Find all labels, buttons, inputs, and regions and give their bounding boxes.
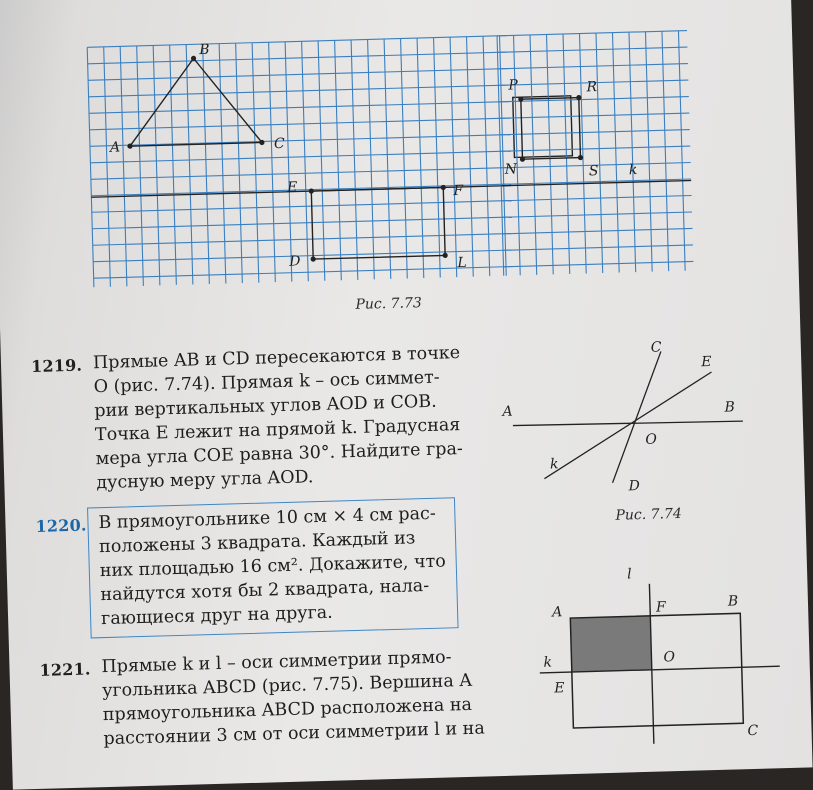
rectangle-efld	[311, 187, 445, 259]
grid-line	[252, 43, 259, 283]
grid-line	[502, 195, 692, 200]
grid-line	[351, 40, 358, 280]
problem-1219-text	[93, 341, 464, 495]
label-b-7-75: B	[727, 593, 739, 610]
problem-1219-line: Точка E лежит на прямой k. Градусная	[94, 415, 461, 446]
grid-line	[678, 31, 685, 271]
grid-line	[203, 44, 210, 284]
label-k-7-74: k	[549, 456, 559, 473]
grid-line	[93, 234, 513, 246]
grid-line	[120, 46, 127, 286]
figure-7-73-grid-right	[497, 31, 694, 276]
caption-7-74: Рис. 7.74	[615, 505, 683, 524]
grid-line	[450, 37, 457, 277]
grid-line	[497, 31, 687, 36]
grid-line	[503, 261, 693, 266]
grid-line	[596, 33, 603, 273]
problem-1220-line: них площадью 16 см². Докажите, что	[99, 551, 447, 582]
grid-line	[89, 102, 509, 114]
label-p: P	[508, 77, 519, 94]
grid-line	[530, 35, 537, 275]
line-ab	[513, 419, 743, 427]
label-e-7-75: E	[554, 680, 565, 697]
grid-line	[335, 40, 342, 280]
grid-line	[88, 69, 508, 81]
label-l-7-75: l	[626, 566, 632, 583]
grid-line	[91, 168, 511, 180]
grid-line	[236, 43, 243, 283]
label-n: N	[504, 161, 518, 178]
label-f-7-75: F	[655, 599, 667, 616]
line-k	[542, 372, 715, 479]
point-s	[578, 155, 583, 160]
grid-line	[153, 45, 160, 285]
label-o-7-75: O	[663, 649, 676, 666]
grid-line	[94, 266, 514, 278]
grid-line	[90, 135, 510, 147]
label-c-7-74: C	[650, 339, 662, 356]
problem-1219-line: мера угла COE равна 30°. Найдите гра-	[95, 438, 464, 470]
problem-1221-line: прямоугольника ABCD расположена на	[102, 694, 473, 726]
grid-line	[483, 36, 490, 276]
label-s: S	[588, 163, 599, 180]
grid-line	[547, 34, 554, 274]
grid-line	[92, 201, 512, 213]
problem-1219-line: рии вертикальных углов AOD и COB.	[94, 391, 437, 422]
grid-line	[502, 212, 692, 217]
label-a-7-74: A	[502, 403, 513, 420]
problem-1220-line: положены 3 квадрата. Каждый из	[98, 528, 416, 558]
grid-line	[318, 41, 325, 281]
grid-line	[629, 32, 636, 272]
figure-7-73-grid	[87, 36, 514, 288]
grid-line	[514, 35, 521, 275]
label-b: B	[199, 41, 210, 59]
problem-1221-text	[101, 645, 485, 752]
shaded-quarter	[570, 616, 651, 672]
problem-1219-number: 1219.	[30, 355, 83, 377]
grid-line	[497, 47, 687, 52]
grid-line	[499, 113, 689, 118]
problem-1220-number: 1220.	[35, 515, 87, 536]
label-f: F	[453, 182, 464, 200]
grid-line	[498, 64, 688, 69]
point-l	[442, 253, 447, 258]
grid-line	[503, 245, 693, 250]
grid-line	[269, 42, 276, 282]
label-d: D	[289, 253, 301, 270]
problem-1220-line: найдутся хотя бы 2 квадрата, нала-	[100, 575, 430, 606]
label-e: E	[286, 179, 298, 196]
problem-1220-box	[87, 497, 459, 638]
grid-line	[563, 34, 570, 274]
figure-7-75	[537, 560, 782, 747]
problem-1219-line: Прямые AB и CD пересекаются в точке	[92, 343, 461, 374]
figure-7-74	[501, 339, 745, 506]
grid-line	[500, 146, 690, 151]
problem-1221-number: 1221.	[39, 659, 91, 680]
label-a-7-75: A	[551, 604, 563, 621]
problem-1220-line: гающиеся друг на друга.	[100, 602, 333, 630]
line-cd	[609, 351, 665, 482]
label-e-7-74: E	[701, 354, 712, 371]
grid-line	[417, 38, 424, 278]
problem-1219-line: O (рис. 7.74). Прямая k – ось симмет-	[93, 367, 440, 398]
grid-line	[87, 36, 507, 48]
triangle-abc	[128, 57, 262, 147]
label-k-7-75: k	[543, 654, 553, 671]
grid-line	[90, 151, 510, 163]
label-l: L	[457, 254, 467, 272]
grid-line	[93, 250, 513, 262]
grid-line	[612, 33, 619, 273]
label-a: A	[109, 139, 121, 156]
label-o-7-74: O	[645, 431, 658, 448]
grid-line	[401, 39, 408, 279]
grid-line	[434, 38, 441, 278]
line-k-figure-7-73	[91, 186, 511, 198]
caption-7-73: Рис. 7.73	[355, 295, 423, 313]
label-c: C	[273, 135, 285, 153]
problem-1221-line: угольника ABCD (рис. 7.75). Вершина A	[101, 670, 473, 702]
grid-line	[285, 42, 292, 282]
grid-line	[467, 37, 474, 277]
grid-line	[368, 39, 375, 279]
grid-line	[302, 41, 309, 281]
grid-line	[662, 31, 669, 271]
point-d	[311, 256, 316, 261]
label-c-7-75: C	[747, 722, 759, 740]
label-k: k	[628, 162, 638, 179]
problem-1220-line: В прямоугольнике 10 см × 4 см рас-	[98, 503, 437, 534]
grid-line	[170, 45, 177, 285]
grid-line	[89, 85, 509, 97]
grid-line	[87, 47, 94, 287]
problem-1221-line: Прямые k и l – оси симметрии прямо-	[101, 647, 452, 678]
grid-line	[91, 184, 511, 196]
grid-line	[90, 118, 510, 130]
label-d-7-74: D	[628, 478, 641, 495]
grid-line	[645, 32, 652, 272]
figure-7-73-right	[497, 31, 694, 296]
grid-line	[500, 130, 690, 135]
point-n	[520, 157, 525, 162]
grid-line	[104, 47, 111, 287]
problem-1221-line: расстоянии 3 см от оси симметрии l и на	[103, 718, 486, 750]
grid-line	[384, 39, 391, 279]
grid-line	[137, 46, 144, 286]
grid-line	[88, 52, 508, 64]
label-r: R	[586, 79, 598, 96]
grid-line	[219, 44, 226, 284]
figure-7-73	[87, 36, 514, 308]
grid-line	[503, 228, 693, 233]
grid-line	[186, 45, 193, 285]
label-b-7-74: B	[724, 399, 736, 416]
problem-1219-line: дусную меру угла AOD.	[96, 467, 314, 494]
grid-line	[92, 217, 512, 229]
